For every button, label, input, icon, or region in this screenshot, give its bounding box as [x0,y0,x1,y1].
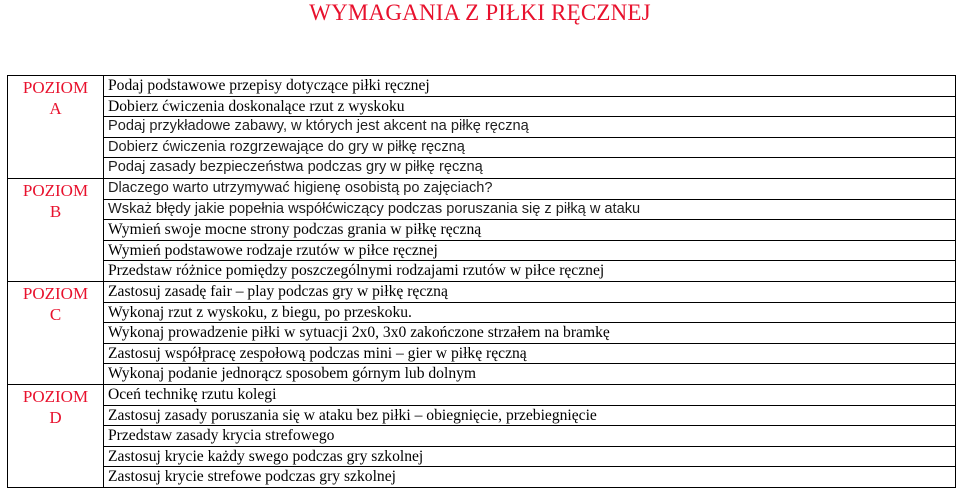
table-row [8,323,956,344]
requirement-item: Wykonaj prowadzenie piłki w sytuacji 2x0, 3x0 zakończone strzałem na bramkę [104,323,956,344]
level-c-cell [8,281,104,384]
level-d-cell [8,384,104,487]
table-row [8,76,956,97]
requirement-item: Zastosuj zasady poruszania się w ataku bez piłki – obiegnięcie, przebiegnięcie [104,405,956,426]
table-row [8,384,956,405]
level-letter: B [49,201,62,221]
level-letter: A [49,99,62,118]
requirement-item: Wykonaj podanie jednorącz sposobem górnym lub dolnym [104,364,956,385]
level-label: POZIOM [22,283,89,303]
requirement-item: Zastosuj współpracę zespołową podczas mini – gier w piłkę ręczną [104,343,956,364]
table-row [8,199,956,220]
table-row [8,281,956,302]
requirement-item: Zastosuj krycie każdy swego podczas gry szkolnej [104,446,956,467]
level-a-cell [8,76,104,179]
table-row [8,220,956,241]
requirement-item: Wymień podstawowe rodzaje rzutów w piłce ręcznej [104,240,956,261]
level-letter: D [49,407,62,427]
table-row [8,117,956,138]
table-row [8,178,956,199]
level-b-cell [8,178,104,281]
page-title: WYMAGANIA Z PIŁKI RĘCZNEJ [309,0,651,25]
requirements-table [7,75,956,488]
requirement-item: Przedstaw różnice pomiędzy poszczególnymi rodzajami rzutów w piłce ręcznej [104,261,956,282]
table-row [8,261,956,282]
requirement-item: Oceń technikę rzutu kolegi [104,384,956,405]
requirement-item: Podaj przykładowe zabawy, w których jest akcent na piłkę ręczną [104,117,956,138]
table-row [8,302,956,323]
level-label: POZIOM [22,180,89,200]
requirement-item: Dobierz ćwiczenia doskonalące rzut z wyskoku [104,96,956,117]
table-row [8,426,956,447]
requirement-item: Wskaż błędy jakie popełnia współćwiczący podczas poruszania się z piłką w ataku [104,199,956,220]
level-letter: C [49,304,62,324]
requirement-item: Podaj zasady bezpieczeństwa podczas gry w piłkę ręczną [104,158,956,179]
requirement-item: Zastosuj zasadę fair – play podczas gry w piłkę ręczną [104,281,956,302]
table-row [8,240,956,261]
requirement-item: Podaj podstawowe przepisy dotyczące piłki ręcznej [104,76,956,97]
requirement-item: Dlaczego warto utrzymywać higienę osobistą po zajęciach? [104,178,956,199]
table-row [8,137,956,158]
table-row [8,446,956,467]
requirement-item: Przedstaw zasady krycia strefowego [104,426,956,447]
requirement-item: Zastosuj krycie strefowe podczas gry szkolnej [104,467,956,488]
requirement-item: Wykonaj rzut z wyskoku, z biegu, po przeskoku. [104,302,956,323]
table-row [8,364,956,385]
table-row [8,158,956,179]
requirement-item: Dobierz ćwiczenia rozgrzewające do gry w piłkę ręczną [104,137,956,158]
requirement-item: Wymień swoje mocne strony podczas grania w piłkę ręczną [104,220,956,241]
table-row [8,96,956,117]
table-row [8,405,956,426]
level-label: POZIOM [22,386,89,406]
table-row [8,343,956,364]
level-label: POZIOM [22,78,89,97]
table-row [8,467,956,488]
